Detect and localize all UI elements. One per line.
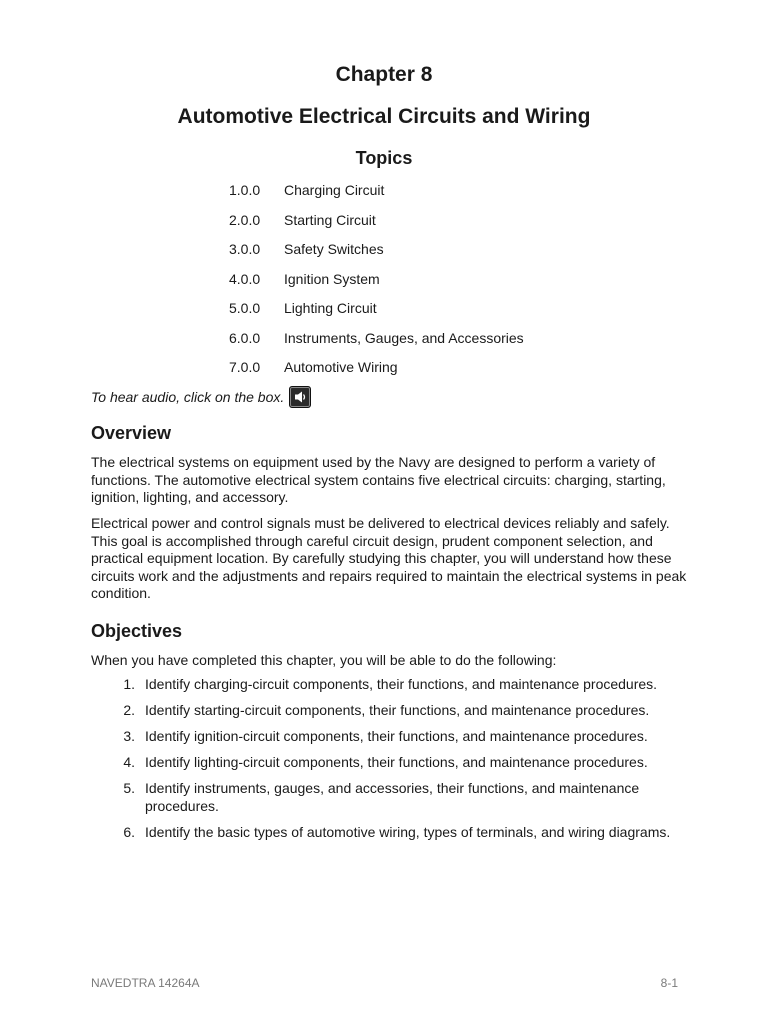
footer-page-number: 8-1 — [660, 976, 678, 990]
topic-number: 2.0.0 — [229, 211, 261, 228]
overview-heading: Overview — [91, 423, 172, 443]
audio-play-button[interactable] — [289, 386, 311, 408]
topic-label: Starting Circuit — [284, 211, 376, 228]
objective-number: 3. — [123, 728, 135, 744]
objective-text: Identify lighting-circuit components, their functions, and maintenance procedures. — [145, 754, 648, 770]
objective-item — [91, 780, 691, 815]
objective-item — [91, 824, 691, 842]
topic-label: Instruments, Gauges, and Accessories — [284, 329, 524, 346]
topic-item — [229, 299, 524, 329]
objective-text: Identify starting-circuit components, their functions, and maintenance procedures. — [145, 702, 650, 718]
topics-list — [229, 181, 524, 388]
objectives-heading: Objectives — [91, 621, 183, 641]
objective-text: Identify the basic types of automotive wiring, types of terminals, and wiring diagrams. — [145, 823, 671, 840]
audio-prompt-line — [91, 386, 311, 408]
speaker-icon — [292, 389, 308, 405]
chapter-title: Automotive Electrical Circuits and Wiring — [177, 105, 591, 128]
topic-item — [229, 240, 524, 270]
topic-label: Ignition System — [284, 270, 380, 287]
objective-number: 2. — [123, 702, 135, 718]
topic-label: Automotive Wiring — [284, 359, 398, 375]
objective-text: Identify charging-circuit components, their functions, and maintenance procedures. — [145, 676, 658, 692]
objective-text: Identify ignition-circuit components, their functions, and maintenance procedures. — [145, 728, 648, 744]
objective-item — [91, 754, 691, 772]
footer-document-id: NAVEDTRA 14264A — [91, 976, 200, 990]
topic-number: 3.0.0 — [229, 241, 261, 257]
audio-prompt-text: To hear audio, click on the box. — [91, 389, 285, 405]
overview-paragraph-1: The electrical systems on equipment used by the Navy are designed to perform a variety of functions. The automotive electrical system contains five electrical circuits: charging, starting, ignition, lighting, and accessory. — [91, 454, 666, 505]
topic-number: 6.0.0 — [229, 329, 261, 346]
objective-number: 4. — [123, 754, 135, 770]
topic-number: 7.0.0 — [229, 359, 261, 375]
objective-number: 5. — [123, 780, 135, 796]
objective-text: Identify instruments, gauges, and accessories, their functions, and maintenance procedures. — [145, 780, 640, 814]
topic-item — [229, 181, 524, 211]
objective-item — [91, 676, 691, 694]
topic-number: 5.0.0 — [229, 300, 261, 316]
objective-item — [91, 728, 691, 746]
objective-number: 1. — [123, 676, 135, 692]
overview-paragraph-2: Electrical power and control signals must be delivered to electrical devices reliably and safely. This goal is accomplished through careful circuit design, prudent component selection, and practical equipment location. By carefully studying this chapter, you will understand how these circuits work and the adjustments and repairs required to maintain the electrical systems in peak condition. — [91, 515, 687, 601]
topic-number: 4.0.0 — [229, 270, 261, 287]
objectives-list — [91, 676, 691, 850]
topic-item — [229, 270, 524, 300]
topic-item — [229, 358, 524, 388]
topic-item — [229, 329, 524, 359]
objective-number: 6. — [123, 823, 135, 840]
topic-label: Lighting Circuit — [284, 300, 377, 316]
topic-label: Charging Circuit — [284, 182, 385, 198]
objectives-intro: When you have completed this chapter, you will be able to do the following: — [91, 652, 557, 668]
topic-number: 1.0.0 — [229, 182, 261, 198]
topic-item — [229, 211, 524, 241]
chapter-number: Chapter 8 — [335, 63, 433, 86]
topic-label: Safety Switches — [284, 241, 384, 257]
objective-item — [91, 702, 691, 720]
topics-heading: Topics — [355, 148, 413, 168]
